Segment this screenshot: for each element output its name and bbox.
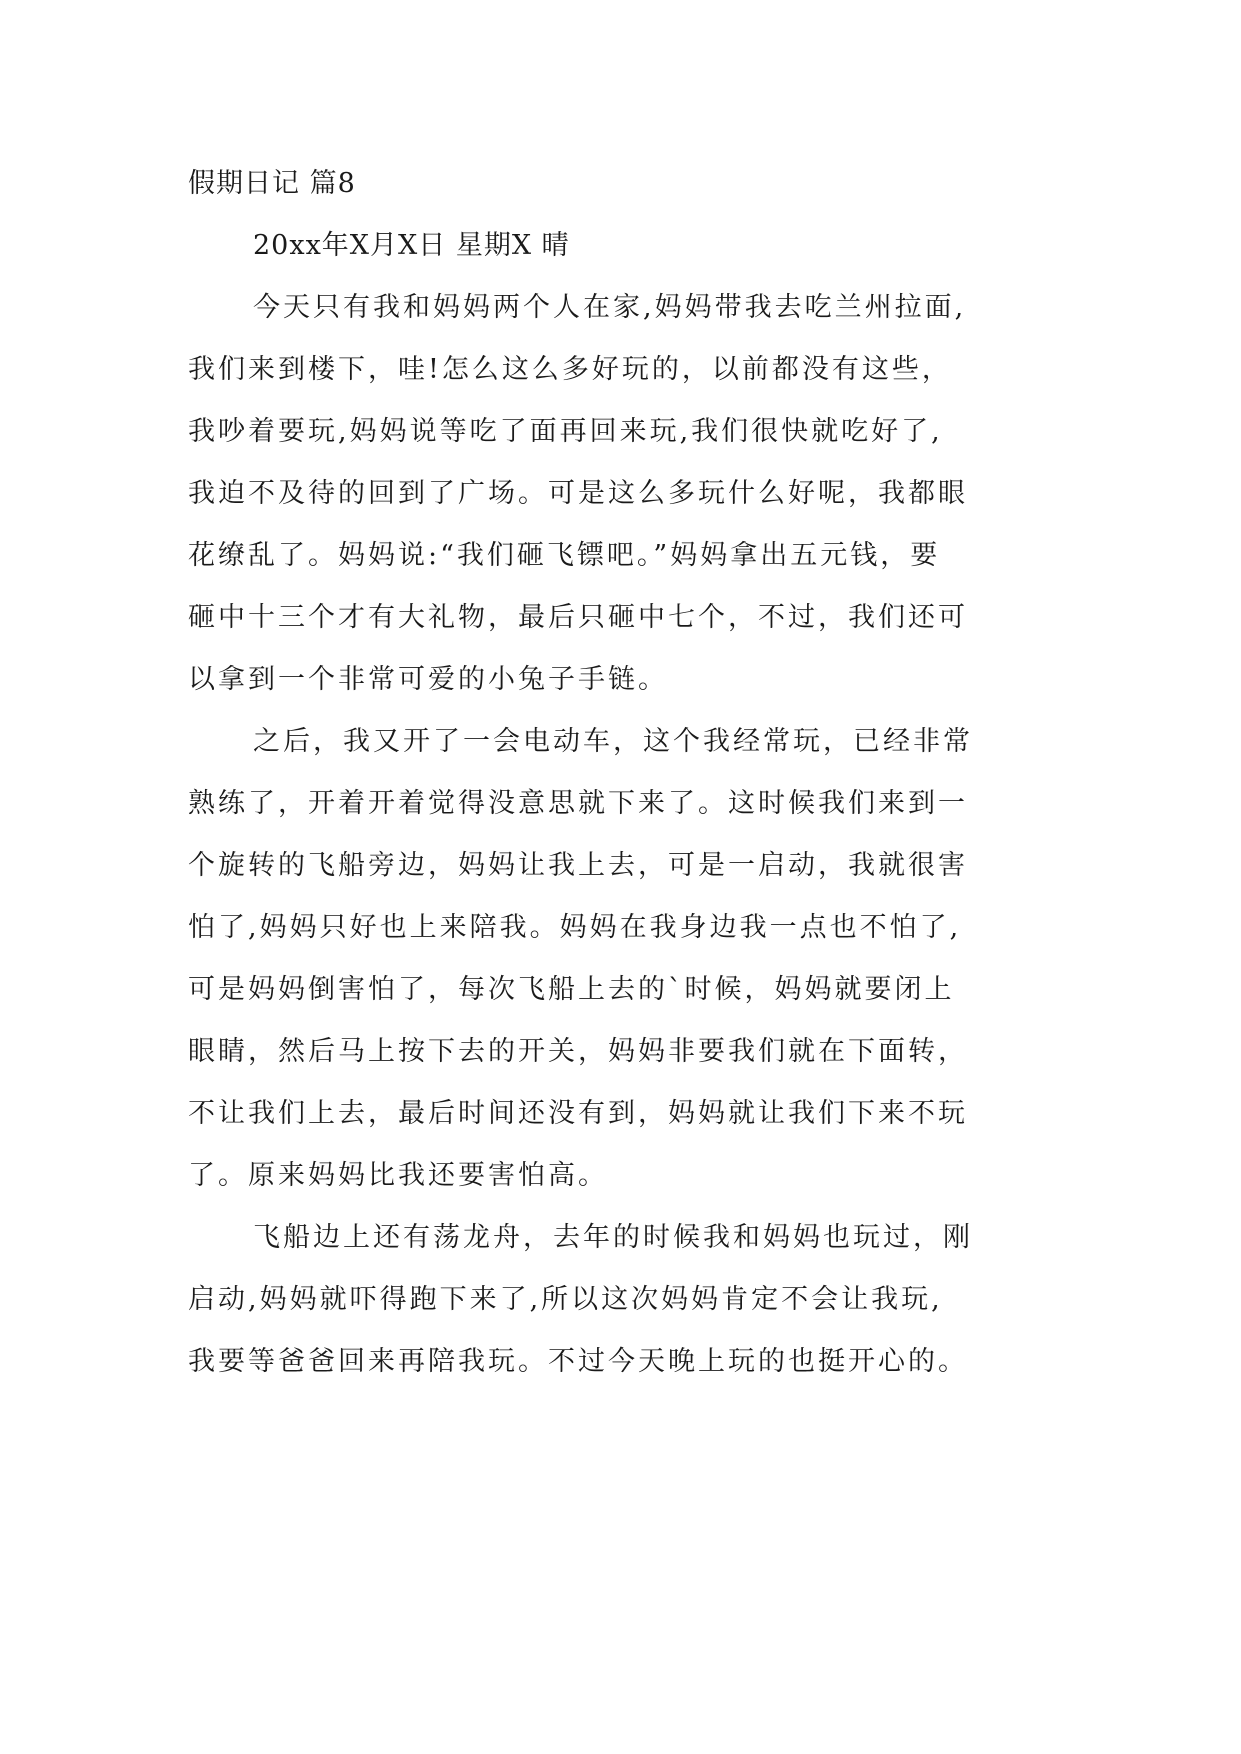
paragraph-2-line-8: 了。原来妈妈比我还要害怕高。 bbox=[188, 1160, 608, 1191]
paragraph-2-line-6: 眼睛，然后马上按下去的开关，妈妈非要我们就在下面转， bbox=[188, 1036, 968, 1067]
paragraph-1-line-7: 以拿到一个非常可爱的小兔子手链。 bbox=[188, 664, 668, 695]
date-line: 20xx年X月X日 星期X 晴 bbox=[253, 230, 570, 261]
paragraph-2-line-4: 怕了,妈妈只好也上来陪我。妈妈在我身边我一点也不怕了, bbox=[188, 912, 962, 943]
paragraph-3-line-3: 我要等爸爸回来再陪我玩。不过今天晚上玩的也挺开心的。 bbox=[188, 1346, 968, 1377]
paragraph-3-line-1: 飞船边上还有荡龙舟，去年的时候我和妈妈也玩过，刚 bbox=[253, 1222, 973, 1253]
paragraph-1-line-5: 花缭乱了。妈妈说:“我们砸飞镖吧。”妈妈拿出五元钱，要 bbox=[188, 540, 941, 571]
paragraph-3-line-2: 启动,妈妈就吓得跑下来了,所以这次妈妈肯定不会让我玩, bbox=[188, 1284, 943, 1315]
document-title: 假期日记 篇8 bbox=[188, 168, 356, 199]
paragraph-1-line-2: 我们来到楼下，哇!怎么这么多好玩的，以前都没有这些， bbox=[188, 354, 952, 385]
paragraph-2-line-2: 熟练了，开着开着觉得没意思就下来了。这时候我们来到一 bbox=[188, 788, 968, 819]
paragraph-1-line-6: 砸中十三个才有大礼物，最后只砸中七个，不过，我们还可 bbox=[188, 602, 968, 633]
paragraph-1-line-4: 我迫不及待的回到了广场。可是这么多玩什么好呢，我都眼 bbox=[188, 478, 968, 509]
paragraph-1-line-3: 我吵着要玩,妈妈说等吃了面再回来玩,我们很快就吃好了, bbox=[188, 416, 943, 447]
paragraph-2-line-3: 个旋转的飞船旁边，妈妈让我上去，可是一启动，我就很害 bbox=[188, 850, 968, 881]
paragraph-2-line-5: 可是妈妈倒害怕了，每次飞船上去的`时候，妈妈就要闭上 bbox=[188, 974, 955, 1005]
paragraph-1-line-1: 今天只有我和妈妈两个人在家,妈妈带我去吃兰州拉面, bbox=[253, 292, 967, 323]
paragraph-2-line-1: 之后，我又开了一会电动车，这个我经常玩，已经非常 bbox=[253, 726, 973, 757]
paragraph-2-line-7: 不让我们上去，最后时间还没有到，妈妈就让我们下来不玩 bbox=[188, 1098, 968, 1129]
